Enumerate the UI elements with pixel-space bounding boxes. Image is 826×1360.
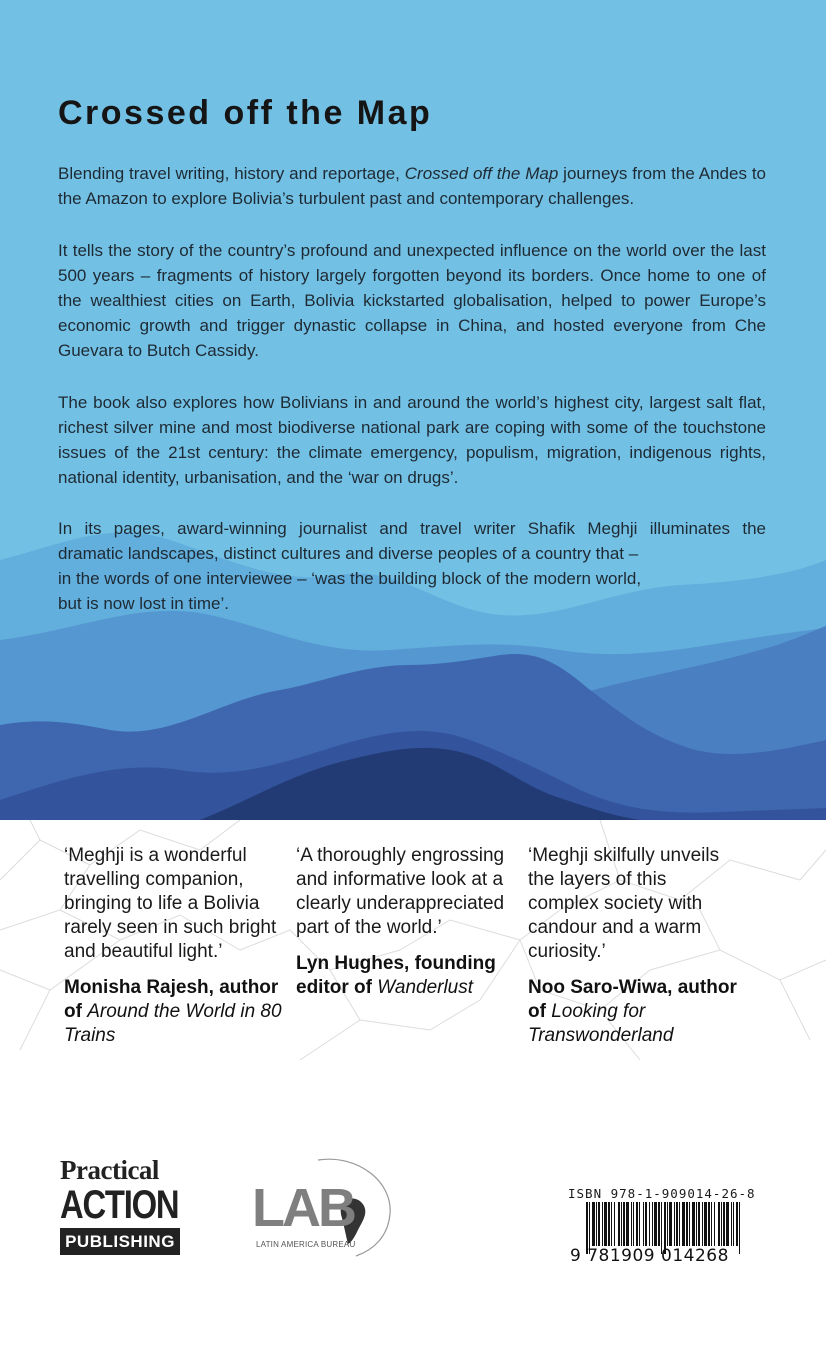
barcode-bar bbox=[702, 1202, 703, 1246]
barcode-bar bbox=[698, 1202, 700, 1246]
barcode-bar bbox=[718, 1202, 720, 1246]
cover-bottom-panel bbox=[0, 820, 826, 1360]
reviewer-work: Around the World in 80 Trains bbox=[64, 1001, 282, 1046]
blurb-line: but is now lost in time’. bbox=[58, 594, 230, 613]
barcode-bar bbox=[682, 1202, 685, 1246]
blurb-book-title: Crossed off the Map bbox=[404, 164, 559, 183]
barcode-bar bbox=[674, 1202, 675, 1246]
blurb-text: Blending travel writing, history and reportage, bbox=[58, 164, 405, 183]
practical-action-logo bbox=[60, 1156, 184, 1255]
barcode-bar bbox=[614, 1202, 615, 1246]
logo-line-publishing: PUBLISHING bbox=[60, 1228, 180, 1255]
review-text: ‘A thoroughly engrossing and informative look at a clearly underappreciated part of the world.’ bbox=[296, 845, 505, 938]
barcode-bar bbox=[669, 1202, 672, 1246]
logo-line-action: ACTION bbox=[60, 1183, 179, 1227]
barcode-bar bbox=[649, 1202, 650, 1246]
barcode-bar bbox=[598, 1202, 600, 1246]
barcode-bar bbox=[689, 1202, 690, 1246]
barcode-bar bbox=[733, 1202, 734, 1246]
barcode-bar bbox=[643, 1202, 644, 1246]
reviewer-work: Wanderlust bbox=[377, 977, 474, 998]
review-text: ‘Meghji skilfully unveils the layers of this complex society with candour and a warm curiosity.’ bbox=[528, 845, 720, 962]
lab-subtitle: LATIN AMERICA BUREAU bbox=[256, 1240, 356, 1249]
blurb-paragraph-4 bbox=[58, 516, 766, 616]
barcode-bar bbox=[621, 1202, 622, 1246]
barcode-bar bbox=[611, 1202, 612, 1246]
isbn-label: ISBN 978-1-909014-26-8 bbox=[568, 1186, 756, 1201]
logo-line-practical: Practical bbox=[60, 1155, 159, 1185]
barcode-bar bbox=[604, 1202, 607, 1246]
barcode-bar bbox=[602, 1202, 603, 1246]
barcode-bar bbox=[692, 1202, 695, 1246]
barcode-bar bbox=[667, 1202, 668, 1246]
barcode-bar bbox=[639, 1202, 640, 1246]
barcode-bar bbox=[739, 1202, 740, 1254]
barcode-bar bbox=[631, 1202, 632, 1246]
barcode-bar bbox=[658, 1202, 660, 1246]
blurb-paragraph-2: It tells the story of the country’s profound and unexpected influence on the world over the last 500 years – fragments of history largely forgotten beyond its borders. Once home to one of the wealthiest cities on Earth, Bolivia kickstarted globalisation, helped to power Europe’s economic growth and trigger dynastic collapse in China, and hosted everyone from Che Guevara to Butch Cassidy. bbox=[58, 241, 766, 360]
review-quote-1 bbox=[64, 844, 286, 1048]
barcode-bar bbox=[596, 1202, 597, 1246]
barcode-bar bbox=[696, 1202, 697, 1246]
blurb-text: journeys from the Andes to the Amazon to explore Bolivia’s turbulent past and contemporary challenges. bbox=[58, 164, 766, 208]
review-attribution bbox=[528, 976, 748, 1048]
barcode-bar bbox=[731, 1202, 732, 1246]
review-attribution bbox=[64, 976, 286, 1048]
barcode-bar bbox=[721, 1202, 722, 1246]
barcode-bar bbox=[711, 1202, 712, 1246]
reviewer-work: Looking for Transwonderland bbox=[528, 1001, 674, 1046]
blurb-line: dramatic landscapes, distinct cultures and diverse peoples of a country that – bbox=[58, 544, 639, 563]
blurb-line: In its pages, award-winning journalist and travel writer Shafik Meghji illuminates the bbox=[58, 519, 766, 538]
barcode-bar bbox=[654, 1202, 657, 1246]
barcode-bar bbox=[726, 1202, 729, 1246]
barcode-bar bbox=[592, 1202, 595, 1246]
reviewer: Lyn Hughes, founding editor of bbox=[296, 953, 496, 998]
book-title: Crossed off the Map bbox=[58, 94, 433, 132]
review-attribution bbox=[296, 952, 510, 1000]
barcode-bar bbox=[676, 1202, 678, 1246]
review-quote-2 bbox=[296, 844, 510, 1000]
lab-logo bbox=[248, 1152, 398, 1262]
barcode-bar bbox=[704, 1202, 707, 1246]
review-quote-3 bbox=[528, 844, 748, 1048]
reviewer: Monisha Rajesh, author of bbox=[64, 977, 279, 1022]
barcode-bar bbox=[645, 1202, 647, 1246]
barcode-bar bbox=[636, 1202, 638, 1246]
blurb-paragraph-1 bbox=[58, 161, 766, 211]
barcode-bar bbox=[618, 1202, 620, 1246]
review-text: ‘Meghji is a wonderful travelling companion, bringing to life a Bolivia rarely seen in such bright and beautiful light.’ bbox=[64, 845, 277, 962]
barcode-bar bbox=[723, 1202, 725, 1246]
blurb-paragraph-3: The book also explores how Bolivians in and around the world’s highest city, largest salt flat, richest silver mine and most biodiverse national park are coping with some of the touchstone issues of the 21st century: the climate emergency, populism, migration, indigenous rights, national identity, urbanisation, and the ‘war on drugs’. bbox=[58, 393, 766, 487]
lab-letters: LAB bbox=[252, 1178, 354, 1238]
barcode-bar bbox=[608, 1202, 610, 1246]
barcode-bar bbox=[652, 1202, 653, 1246]
barcode-bar bbox=[633, 1202, 634, 1246]
barcode-bar bbox=[708, 1202, 710, 1246]
barcode-bar bbox=[623, 1202, 625, 1246]
barcode-bar bbox=[626, 1202, 629, 1246]
reviewer: Noo Saro-Wiwa, author of bbox=[528, 977, 737, 1022]
isbn-digits: 9 781909 014268 bbox=[570, 1246, 729, 1266]
blurb-line: in the words of one interviewee – ‘was the building block of the modern world, bbox=[58, 569, 642, 588]
barcode-bar bbox=[679, 1202, 680, 1246]
barcode-bar bbox=[686, 1202, 688, 1246]
barcode-bar bbox=[736, 1202, 738, 1246]
barcode-bar bbox=[714, 1202, 715, 1246]
